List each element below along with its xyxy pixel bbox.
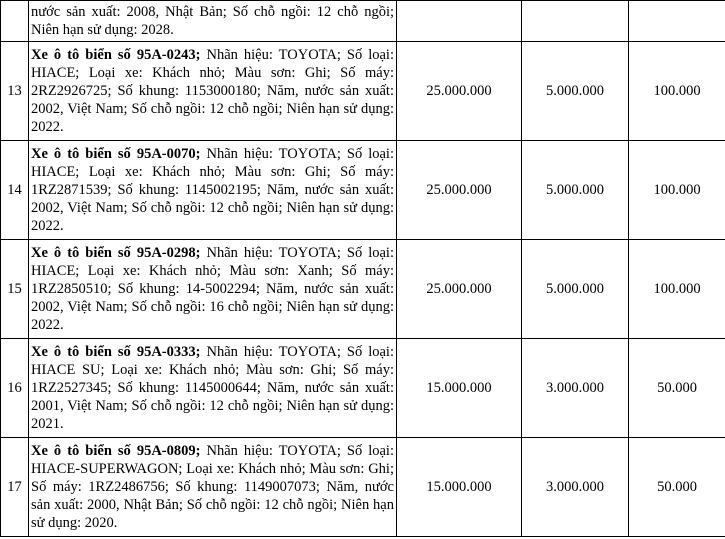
row-number-cell: 15 <box>1 240 29 339</box>
vehicle-details-text: Nhãn hiệu: TOYOTA; Số loại: HIACE; Loại xe: Khách nhỏ; Màu sơn: Ghi; Số máy: 2RZ2926725; Số khung: 1153000180; Năm, nước sản xuất: 2002, Việt Nam; Số chỗ ngồi: 12 chỗ ngồi; Niên hạn sử dụng: 2022. <box>31 47 394 135</box>
value-cell-b: 5.000.000 <box>522 42 629 141</box>
table-row <box>1 141 725 240</box>
value-cell-a: 25.000.000 <box>397 141 522 240</box>
vehicle-details-text: Nhãn hiệu: TOYOTA; Số loại: HIACE SU; Loại xe: Khách nhỏ; Màu sơn: Ghi; Số máy: 1RZ2527345; Số khung: 1145000644; Năm, nước sản xuất: 2001, Việt Nam; Số chỗ ngồi: 12 chỗ ngồi; Niên hạn sử dụng: 2021. <box>31 344 394 432</box>
table-row <box>1 339 725 438</box>
value-cell-c: 100.000 <box>629 141 725 240</box>
vehicle-description-cell <box>29 141 397 240</box>
value-cell-a: 15.000.000 <box>397 438 522 537</box>
value-cell-b: 5.000.000 <box>522 141 629 240</box>
vehicle-description-cell <box>29 240 397 339</box>
value-cell-c: 100.000 <box>629 42 725 141</box>
table-row <box>1 438 725 537</box>
row-number-cell: 16 <box>1 339 29 438</box>
row-number-cell: 14 <box>1 141 29 240</box>
value-cell-c <box>629 1 725 42</box>
vehicle-description-cell <box>29 438 397 537</box>
value-cell-c: 50.000 <box>629 339 725 438</box>
vehicle-plate-label: Xe ô tô biển số 95A-0298; <box>31 245 201 261</box>
value-cell-b <box>522 1 629 42</box>
table-row <box>1 42 725 141</box>
vehicle-plate-label: Xe ô tô biển số 95A-0070; <box>31 146 201 162</box>
vehicle-description-cell <box>29 42 397 141</box>
vehicle-plate-label: Xe ô tô biển số 95A-0243; <box>31 47 201 63</box>
table-row <box>1 240 725 339</box>
vehicle-details-text: Nhãn hiệu: TOYOTA; Số loại: HIACE; Loại xe: Khách nhỏ; Màu sơn: Xanh; Số máy: 1RZ2850510; Số khung: 14-5002294; Năm, nước sản xuất: 2002, Việt Nam; Số chỗ ngồi: 16 chỗ ngồi; Niên hạn sử dụng: 2022. <box>31 245 394 333</box>
vehicle-description-cell <box>29 339 397 438</box>
value-cell-a: 25.000.000 <box>397 42 522 141</box>
row-number-cell: 13 <box>1 42 29 141</box>
table-row-continued <box>1 1 725 42</box>
value-cell-b: 3.000.000 <box>522 339 629 438</box>
value-cell-a: 25.000.000 <box>397 240 522 339</box>
value-cell-b: 5.000.000 <box>522 240 629 339</box>
vehicle-details-text: Nhãn hiệu: TOYOTA; Số loại: HIACE-SUPERWAGON; Loại xe: Khách nhỏ; Màu sơn: Ghi; Số máy: 1RZ2486756; Số khung: 1149007073; Năm, nước sản xuất: 2000, Nhật Bản; Số chỗ ngồi: 12 chỗ ngồi; Niên hạn sử dụng: 2020. <box>31 443 394 531</box>
value-cell-b: 3.000.000 <box>522 438 629 537</box>
vehicle-details-text: Nhãn hiệu: TOYOTA; Số loại: HIACE; Loại xe: Khách nhỏ; Màu sơn: Ghi; Số máy: 1RZ2871539; Số khung: 1145002195; Năm, nước sản xuất: 2002, Việt Nam; Số chỗ ngồi: 12 chỗ ngồi; Niên hạn sử dụng: 2022. <box>31 146 394 234</box>
row-number-cell <box>1 1 29 42</box>
row-number-cell: 17 <box>1 438 29 537</box>
vehicle-description-cell: nước sản xuất: 2008, Nhật Bản; Số chỗ ngồi: 12 chỗ ngồi; Niên hạn sử dụng: 2028. <box>29 1 397 42</box>
value-cell-c: 50.000 <box>629 438 725 537</box>
value-cell-a: 15.000.000 <box>397 339 522 438</box>
vehicle-plate-label: Xe ô tô biển số 95A-0809; <box>31 443 201 459</box>
value-cell-c: 100.000 <box>629 240 725 339</box>
value-cell-a <box>397 1 522 42</box>
vehicle-plate-label: Xe ô tô biển số 95A-0333; <box>31 344 201 360</box>
